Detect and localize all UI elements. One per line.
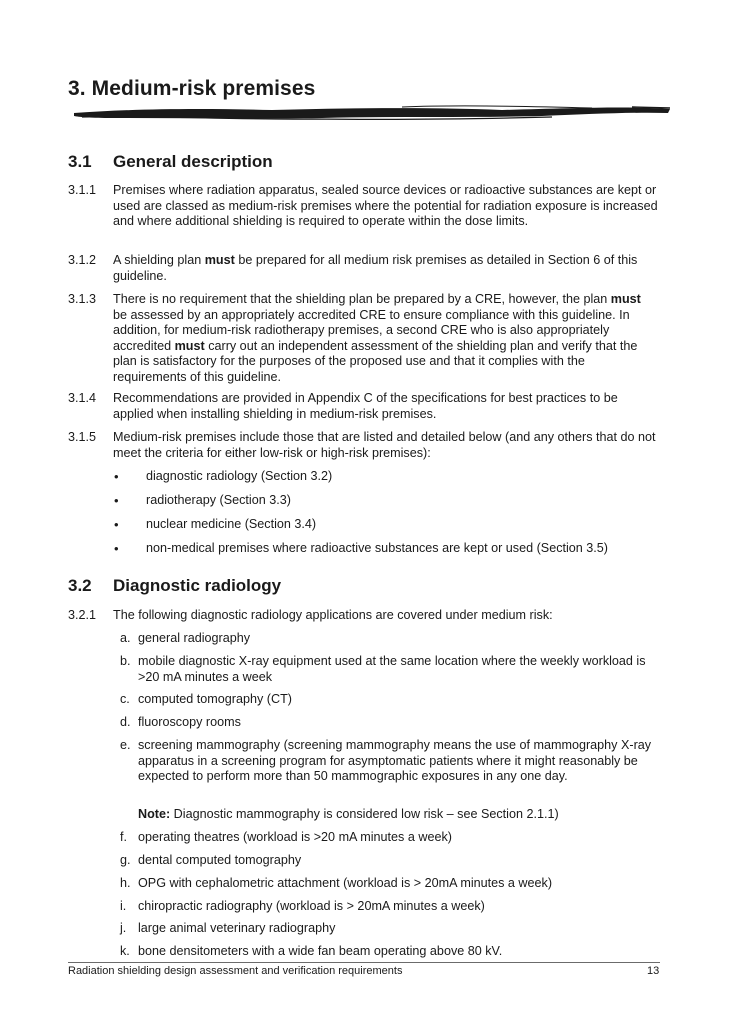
note-label: Note:	[138, 807, 171, 821]
paragraph-3-1-3	[68, 292, 658, 386]
list-letter: h.	[120, 876, 131, 890]
list-text: dental computed tomography	[138, 853, 302, 867]
paragraph-3-1-5	[68, 430, 658, 461]
list-letter: b.	[120, 654, 131, 668]
list-item	[120, 715, 660, 731]
list-letter: g.	[120, 853, 131, 867]
list-text: bone densitometers with a wide fan beam operating above 80 kV.	[138, 944, 503, 958]
bullet-marker: •	[114, 541, 119, 556]
list-text: OPG with cephalometric attachment (workload is > 20mA minutes a week)	[138, 876, 553, 890]
paragraph-number: 3.1.5	[68, 430, 97, 444]
list-item	[120, 944, 660, 960]
bullet-text: non-medical premises where radioactive substances are kept or used (Section 3.5)	[146, 541, 609, 555]
paragraph-3-1-1	[68, 183, 658, 230]
paragraph-text: Medium-risk premises include those that are listed and detailed below (and any others that do not meet the criteria for either low-risk or high-risk premises):	[113, 430, 656, 460]
paragraph-3-1-4	[68, 391, 658, 422]
text-run: be assessed by an appropriately accredited CRE to ensure compliance with this guideline. In addition, for medium-risk radiotherapy premises, a second CRE who is also appropriately accredited	[113, 307, 630, 353]
emphasis-text: must	[204, 253, 235, 267]
list-text: operating theatres (workload is >20 mA minutes a week)	[138, 830, 452, 844]
page-number: 13	[647, 965, 660, 977]
note-text	[138, 807, 660, 823]
text-run: carry out an independent assessment of the shielding plan and verify that the plan is satisfactory for the purposes of the proposed use and that it complies with the requirements of this guideline.	[113, 338, 638, 384]
bullet-marker: •	[114, 493, 119, 508]
list-item	[120, 853, 660, 869]
text-run: A shielding plan	[113, 253, 205, 267]
bullet-marker: •	[114, 517, 119, 532]
paragraph-number: 3.1.3	[68, 292, 97, 306]
bullet-item	[114, 493, 291, 509]
bullet-item	[114, 469, 332, 485]
list-letter: e.	[120, 738, 131, 752]
bullet-text: nuclear medicine (Section 3.4)	[146, 517, 317, 531]
bullet-item	[114, 541, 608, 557]
paragraph-text	[113, 292, 658, 386]
paragraph-number: 3.1.2	[68, 253, 97, 267]
list-letter: j.	[120, 921, 127, 935]
list-item	[120, 830, 660, 846]
list-text: general radiography	[138, 631, 251, 645]
list-text: fluoroscopy rooms	[138, 715, 241, 729]
footer-title: Radiation shielding design assessment and verification requirements	[68, 965, 403, 977]
section-heading-3-1	[68, 152, 273, 172]
section-heading-3-2	[68, 576, 281, 596]
list-text: computed tomography (CT)	[138, 692, 292, 706]
emphasis-text: must	[610, 292, 641, 306]
list-letter: i.	[120, 899, 127, 913]
list-item	[120, 692, 660, 708]
list-text: chiropractic radiography (workload is > 20mA minutes a week)	[138, 899, 485, 913]
paragraph-number: 3.1.1	[68, 183, 97, 197]
list-item	[120, 899, 660, 915]
list-letter: d.	[120, 715, 131, 729]
list-text: screening mammography (screening mammography means the use of mammography X-ray apparatus in a screening program for asymptomatic patients where it might reasonably be expected to perform more than 50 mammographic exposures in any one day.	[138, 738, 652, 784]
bullet-marker: •	[114, 469, 119, 484]
list-item	[120, 654, 660, 685]
list-item	[120, 738, 660, 785]
list-text: large animal veterinary radiography	[138, 921, 336, 935]
list-item	[120, 921, 660, 937]
text-run: There is no requirement that the shielding plan be prepared by a CRE, however, the plan	[113, 292, 611, 306]
paragraph-text: The following diagnostic radiology applications are covered under medium risk:	[113, 608, 553, 622]
section-title: General description	[113, 152, 273, 171]
list-letter: a.	[120, 631, 131, 645]
paragraph-text: Recommendations are provided in Appendix C of the specifications for best practices to be applied when installing shielding in medium-risk premises.	[113, 391, 618, 421]
paragraph-text: Premises where radiation apparatus, sealed source devices or radioactive substances are kept or used are classed as medium-risk premises where the potential for radiation exposure is increased and where additional shielding is required to operate within the dose limits.	[113, 183, 658, 229]
bullet-text: radiotherapy (Section 3.3)	[146, 493, 291, 507]
paragraph-text	[113, 253, 658, 284]
paragraph-3-1-2	[68, 253, 658, 284]
list-note	[120, 807, 660, 823]
bullet-item	[114, 517, 316, 533]
paragraph-number: 3.2.1	[68, 608, 97, 622]
list-letter: f.	[120, 830, 127, 844]
section-number: 3.1	[68, 152, 92, 171]
list-letter: c.	[120, 692, 130, 706]
paragraph-3-2-1	[68, 608, 658, 624]
list-text: mobile diagnostic X-ray equipment used at the same location where the weekly workload is >20 mA minutes a week	[138, 654, 646, 684]
bullet-text: diagnostic radiology (Section 3.2)	[146, 469, 333, 483]
brush-stroke-divider	[72, 104, 672, 122]
chapter-title: 3. Medium-risk premises	[68, 77, 316, 100]
list-letter: k.	[120, 944, 130, 958]
list-item	[120, 876, 660, 892]
text-run: Diagnostic mammography is considered low risk – see Section 2.1.1)	[170, 807, 559, 821]
text-run: be prepared for all medium risk premises as detailed in Section 6 of this guideline.	[113, 253, 638, 283]
section-number: 3.2	[68, 576, 92, 595]
emphasis-text: must	[174, 338, 205, 353]
paragraph-number: 3.1.4	[68, 391, 97, 405]
section-title: Diagnostic radiology	[113, 576, 282, 595]
footer-divider	[68, 962, 660, 963]
list-item	[120, 631, 660, 647]
